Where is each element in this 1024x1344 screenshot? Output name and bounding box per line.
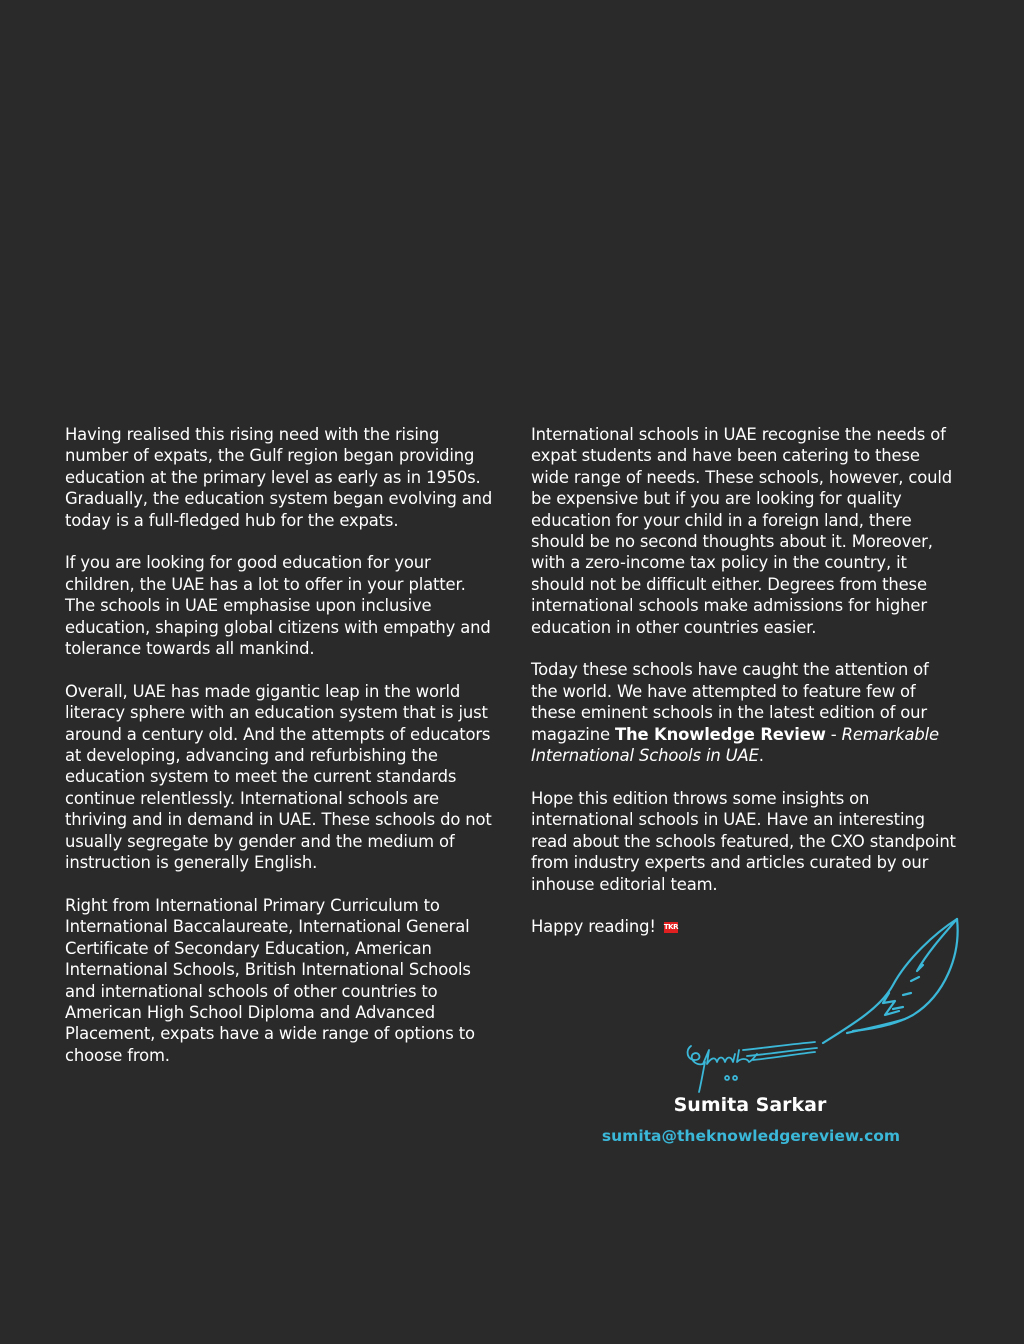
paragraph-history: Having realised this rising need with the rising number of expats, the Gulf region began providing education at the primary level as early as in 1950s. Gradually, the education system began evolving and today is a full-fledged hub for the expats. — [65, 425, 493, 530]
feather-quill-icon — [815, 915, 965, 1045]
left-column — [65, 424, 497, 1088]
paragraph-literacy: Overall, UAE has made gigantic leap in the world literacy sphere with an education system that is just around a century old. And the attempts of educators at developing, advancing and refurbishing the education system to meet the current standards continue relentlessly. International schools are thriving and in demand in UAE. These schools do not usually segregate by gender and the medium of instruction is generally English. — [65, 681, 492, 873]
dash-separator: - — [825, 724, 842, 744]
paragraph-insights: Hope this edition throws some insights on international schools in UAE. Have an interesting read about the schools featured, the CXO standpoint from industry experts and articles curated by our inhouse editorial team. — [531, 788, 956, 894]
closing-text: Happy reading! — [531, 917, 656, 937]
end-mark-icon: TKR — [663, 923, 678, 932]
paragraph-curricula: Right from International Primary Curriculum to International Baccalaureate, International General Certificate of Secondary Education, American International Schools, British International Schools and international schools of other countries to American High School Diploma and Advanced Placement, expats have a wide range of options to choose from. — [65, 895, 475, 1065]
paragraph-attention — [531, 659, 959, 766]
author-email-link[interactable]: sumita@theknowledgereview.com — [601, 1127, 901, 1145]
period: . — [758, 746, 764, 766]
author-name: Sumita Sarkar — [673, 1094, 827, 1116]
magazine-name: The Knowledge Review — [614, 724, 826, 744]
paragraph-needs: International schools in UAE recognise the needs of expat students and have been catering to these wide range of needs. These schools, however, could be expensive but if you are looking for quality education for your child in a foreign land, there should be no second thoughts about it. Moreover, with a zero-income tax policy in the country, it should not be difficult either. Degrees from these international schools make admissions for higher education in other countries easier. — [531, 425, 953, 637]
attention-text: Today these schools have caught the attention of the world. We have attempted to feature few of these eminent schools in the latest edition of our magazine — [531, 660, 929, 744]
handwritten-signature — [683, 1036, 823, 1096]
right-column — [531, 424, 959, 959]
edition-title: Remarkable International Schools in UAE — [531, 724, 939, 766]
paragraph-offer: If you are looking for good education for your children, the UAE has a lot to offer in your platter. The schools in UAE emphasise upon inclusive education, shaping global citizens with empathy and tolerance towards all mankind. — [65, 553, 491, 659]
